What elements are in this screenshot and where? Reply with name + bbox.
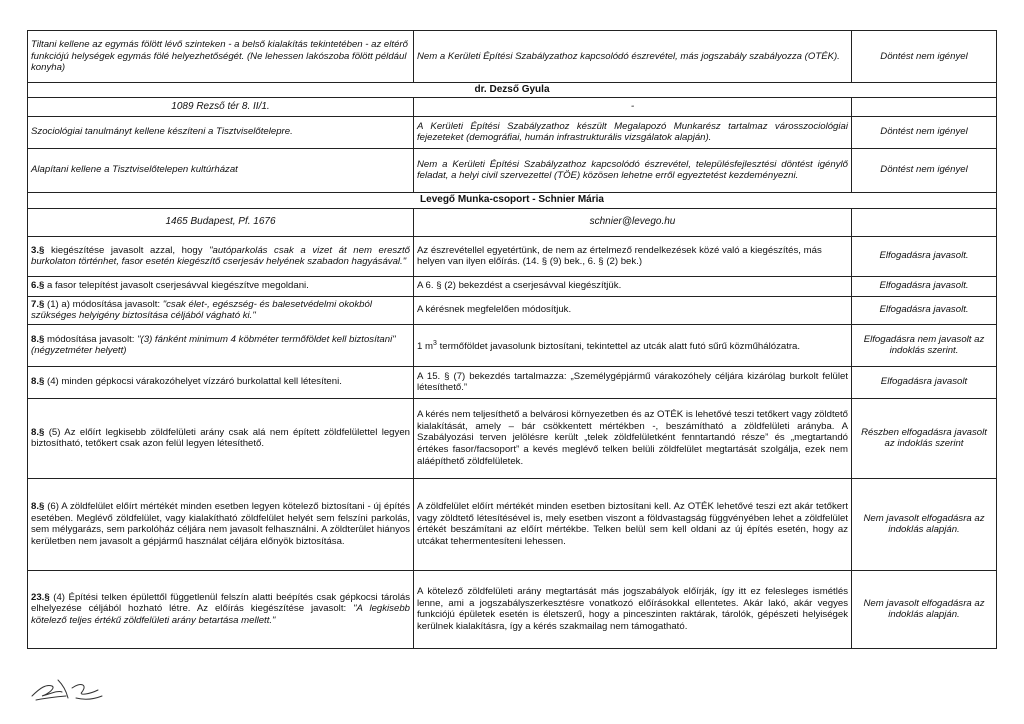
table-row: [28, 236, 997, 276]
decision-cell: Döntést nem igényel: [852, 116, 997, 148]
section-ref: 8.§: [31, 376, 45, 388]
section-ref: 6.§: [31, 280, 45, 292]
decision-cell: Döntést nem igényel: [852, 31, 997, 83]
response-cell: [414, 324, 852, 366]
contact-email: schnier@levego.hu: [414, 208, 852, 236]
commenter-header-row: [28, 192, 997, 208]
comment-text: a fasor telepítést javasolt cserjesávval kiegészítve megoldani.: [44, 280, 309, 292]
response-cell: Az észrevétellel egyetértünk, de nem az értelmező rendelkezések közé való a kiegészítés, más helyen van ilyen előírás. (14. § (9) bek., 6. § (2) bek.): [414, 236, 852, 276]
response-cell: A kérés nem teljesíthető a belvárosi környezetben és az OTÉK is lehetővé teszi tetőkert vagy zöldtető kialakítását, amely – bár csökkentett mértékben -, beszámítható a zöldfelületi arányba. A Szabályozási terven jelölésre került „telek zöldfelületként fenntartandó része” és „megtartandó értékes fasor/facsoport” a kevés meglévő telken belüli zöldfelület megtartását szolgálja, ezek nem aláépíthető zöldfelületek.: [414, 398, 852, 478]
response-cell: Nem a Kerületi Építési Szabályzathoz kapcsolódó észrevétel, más jogszabály szabályozza (OTÉK).: [414, 31, 852, 83]
decision-cell: Részben elfogadásra javasolt az indoklás szerint: [852, 398, 997, 478]
comment-cell: [28, 296, 414, 324]
section-ref: 8.§: [31, 426, 45, 438]
postal-address: 1465 Budapest, Pf. 1676: [28, 208, 414, 236]
response-cell: A 15. § (7) bekezdés tartalmazza: „Személygépjármű várakozóhely céljára kizárólag burkolt felület létesíthető.”: [414, 366, 852, 398]
comment-text: módosítása javasolt:: [44, 333, 138, 345]
unit-exponent: 3: [433, 339, 437, 347]
comment-cell: [28, 324, 414, 366]
quoted-proposal: "autóparkolás csak a vizet át nem eresztő burkolaton történhet, fasor esetén kiegészítő cserjesáv helyének szabadon hagyásával.": [31, 244, 410, 268]
empty-cell: [852, 208, 997, 236]
table-row: [28, 148, 997, 192]
response-cell: A kérésnek megfelelően módosítjuk.: [414, 296, 852, 324]
volume-value: 1 m: [417, 341, 433, 353]
table-row: [28, 570, 997, 648]
address-row: [28, 208, 997, 236]
comment-cell: Alapítani kellene a Tisztviselőtelepen kultúrházat: [28, 148, 414, 192]
response-cell: A kötelező zöldfelületi arány megtartását más jogszabályok előírják, így itt ez felesleges ismétlés lenne, ami a jogszabályszerkesztésre vonatkozó előírásokkal ellentetes. Akár lakó, akár vegyes funkciójú épületek esetén is életszerű, hogy a pinceszinten raktárak, tárolók, gépészeti helyiségek kerülnek kialakításra, így a kérés szakmailag nem támogatható.: [414, 570, 852, 648]
comments-table: [27, 30, 997, 649]
table-row: [28, 324, 997, 366]
postal-address: 1089 Rezső tér 8. II/1.: [28, 97, 414, 116]
comment-cell: Tiltani kellene az egymás fölött lévő szinteken - a belső kialakítás tekintetében - az eltérő funkciójú helységek egymás fölé helyezhetőségét. (Ne lehessen lakószoba fölött például konyha): [28, 31, 414, 83]
section-ref: 7.§: [31, 298, 45, 310]
comment-text: kiegészítése javasolt azzal, hogy: [44, 244, 210, 256]
decision-cell: Elfogadásra javasolt: [852, 366, 997, 398]
comment-cell: [28, 398, 414, 478]
table-row: [28, 296, 997, 324]
section-ref: 8.§: [31, 333, 45, 345]
comment-cell: [28, 366, 414, 398]
decision-cell: Nem javasolt elfogadásra az indoklás alapján.: [852, 478, 997, 570]
signature-scribble: [28, 670, 108, 706]
comment-text: (1) a) módosítása javasolt:: [44, 298, 163, 310]
quoted-proposal: "A legkisebb kötelező teljes értékű zöldfelületi arány betartása mellett.": [31, 603, 410, 627]
section-ref: 3.§: [31, 244, 45, 256]
decision-cell: Elfogadásra javasolt.: [852, 296, 997, 324]
response-text: termőföldet javasolunk biztosítani, tekintettel az utcák alatt futó sűrű közműhálózatra.: [436, 341, 801, 353]
comment-cell: [28, 478, 414, 570]
comment-cell: [28, 276, 414, 296]
commenter-name: dr. Dezső Gyula: [28, 83, 997, 98]
response-cell: A Kerületi Építési Szabályzathoz készült Megalapozó Munkarész tartalmaz városszociológiai fejezeteket (demográfiai, humán infrastrukturális vizsgálatok alapján).: [414, 116, 852, 148]
table-row: [28, 398, 997, 478]
comment-cell: Szociológiai tanulmányt kellene készíteni a Tisztviselőtelepre.: [28, 116, 414, 148]
decision-cell: Elfogadásra javasolt.: [852, 276, 997, 296]
quoted-proposal: "(3) fánként minimum 4 köbméter termőföldet kell biztosítani" (négyzetméter helyett): [31, 333, 396, 357]
comment-text: (4) Építési telken épülettől függetlenül felszín alatti beépítés csak gépkocsi tárolás elhelyezése céljából hozható létre. Az előírás kiegészítése javasolt:: [31, 591, 410, 615]
quoted-proposal: "csak élet-, egészség- és balesetvédelmi okokból szükséges helyigény biztosítása céljából vágható ki.": [31, 298, 372, 322]
table-row: [28, 478, 997, 570]
decision-cell: Döntést nem igényel: [852, 148, 997, 192]
decision-cell: Elfogadásra javasolt.: [852, 236, 997, 276]
comment-cell: [28, 570, 414, 648]
address-row: [28, 97, 997, 116]
commenter-header-row: [28, 83, 997, 98]
handwritten-signature: [28, 670, 108, 711]
comment-text: (5) Az előírt legkisebb zöldfelületi arány csak alá nem épített zöldfelülettel legyen biztosítható, tetőkert csak azon felül legyen létesíthető.: [31, 426, 410, 450]
table-row: [28, 31, 997, 83]
response-cell: Nem a Kerületi Építési Szabályzathoz kapcsolódó észrevétel, településfejlesztési döntést igénylő feladat, a helyi civil szervezettel (TÖE) közösen lehetne erről egyeztetést kezdeményezni.: [414, 148, 852, 192]
comment-cell: [28, 236, 414, 276]
empty-cell: [852, 97, 997, 116]
table-row: [28, 116, 997, 148]
response-cell: A 6. § (2) bekezdést a cserjesávval kiegészítjük.: [414, 276, 852, 296]
response-cell: A zöldfelület előírt mértékét minden esetben biztosítani kell. Az OTÉK lehetővé teszi ezt akár tetőkert vagy zöldtető létesítésével is, mely esetben viszont a földvastagság függvényében lehet a zöldfelület értékét beszámítani az előírt mértékbe. Telken belül sem kell oldani az új építés esetén, hogy az utcákat tehermentesíteni lehessen.: [414, 478, 852, 570]
table-row: [28, 366, 997, 398]
decision-cell: Elfogadásra nem javasolt az indoklás szerint.: [852, 324, 997, 366]
decision-cell: Nem javasolt elfogadásra az indoklás alapján.: [852, 570, 997, 648]
comment-text: (6) A zöldfelület előírt mértékét minden esetben legyen kötelező biztosítani - új építés esetében. Meglévő zöldfelület, vagy kialakítható zöldfelület helyét sem felszíni parkolás, sem mélygarázs, sem parkolóház céljára nem javasolt felhasználni. A zöldterület hiányos kerületben nem javasolt a gépjármű használat céljára előnyök biztosítása.: [31, 501, 410, 547]
table-row: [28, 276, 997, 296]
commenter-name: Levegő Munka-csoport - Schnier Mária: [28, 192, 997, 208]
contact-info: -: [414, 97, 852, 116]
section-ref: 8.§: [31, 501, 45, 513]
comment-text: (4) minden gépkocsi várakozóhelyet vízzáró burkolattal kell létesíteni.: [44, 376, 342, 388]
section-ref: 23.§: [31, 591, 50, 603]
